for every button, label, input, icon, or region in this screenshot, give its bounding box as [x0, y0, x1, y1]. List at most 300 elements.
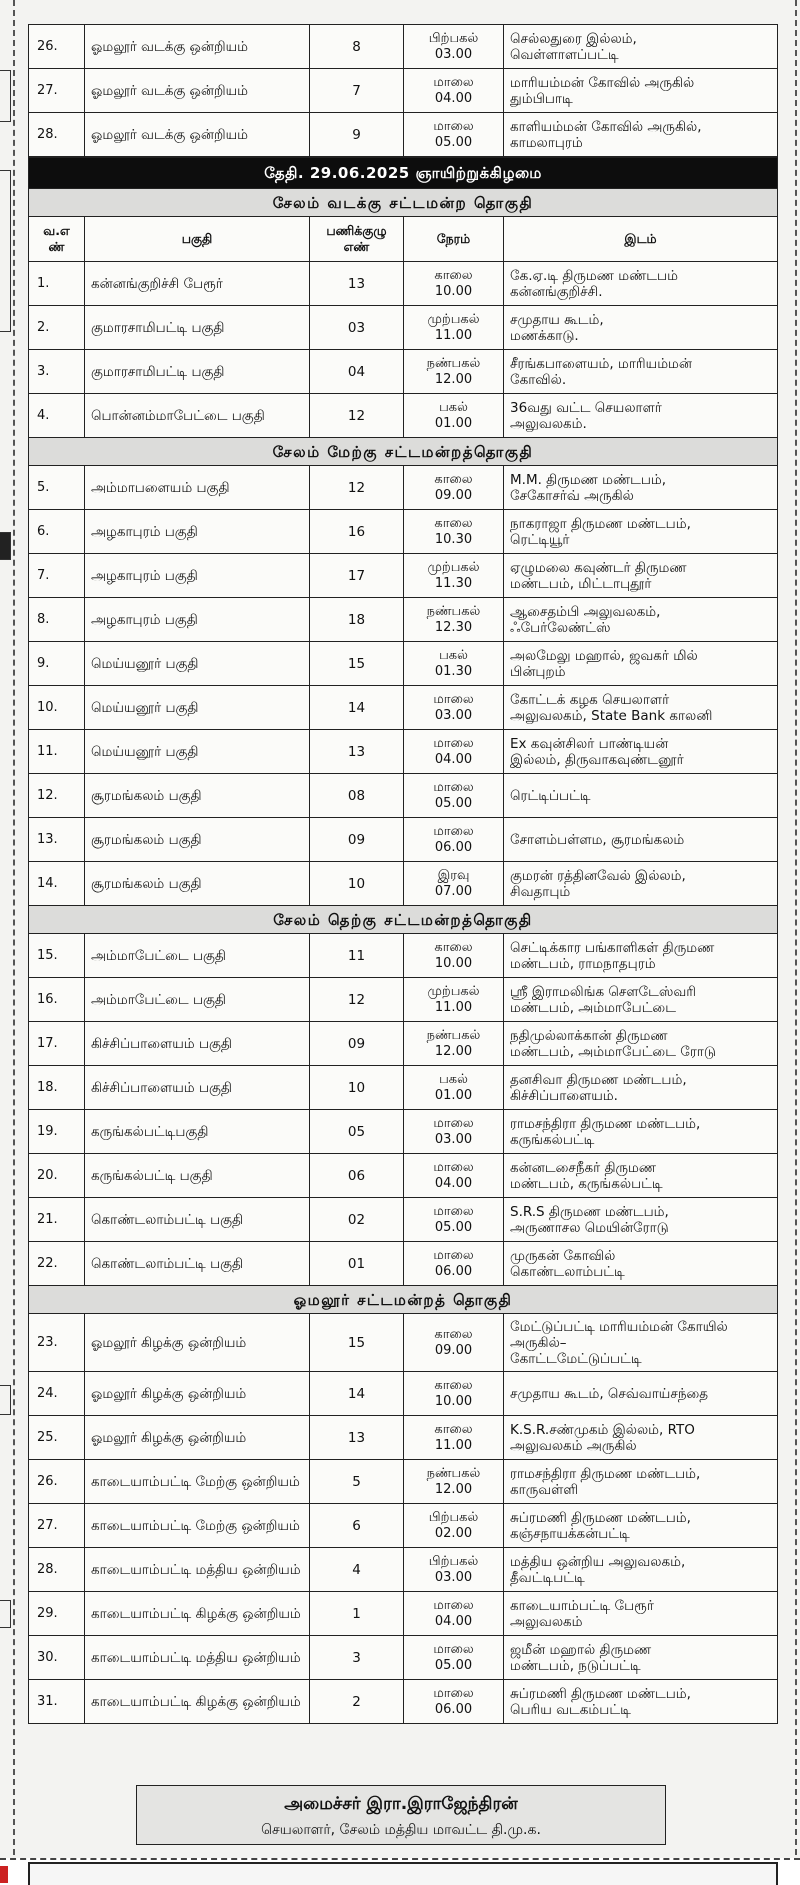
time-value: 12.30: [434, 619, 473, 635]
section-row: [29, 189, 778, 217]
time-period: மாலை: [433, 779, 474, 795]
venue-line-2: அலுவலகம் அருகில்: [510, 1437, 637, 1454]
table-row: [29, 510, 778, 554]
time-value: 01.00: [434, 415, 473, 431]
schedule-document: [28, 24, 777, 1724]
serial-number: 27.: [29, 1504, 85, 1548]
serial-number: 1.: [29, 262, 85, 306]
area-name: அழகாபுரம் பகுதி: [85, 598, 310, 642]
venue-line-1: சோளம்பள்ளம, சூரமங்கலம்: [510, 831, 685, 848]
venue-line-1: 36வது வட்ட செயலாளர்: [510, 399, 662, 416]
adjacent-column-fragment: [0, 532, 11, 560]
team-number: 17: [310, 554, 404, 598]
area-name: மெய்யனூர் பகுதி: [85, 686, 310, 730]
venue-line-2: அலுவலகம், State Bank காலனி: [510, 707, 713, 724]
table-row: [29, 934, 778, 978]
venue-cell: [504, 1548, 778, 1592]
time-value: 11.30: [434, 575, 473, 591]
serial-number: 28.: [29, 1548, 85, 1592]
venue-line-1: முருகன் கோவில்: [510, 1247, 616, 1264]
time-cell: [404, 730, 504, 774]
serial-number: 17.: [29, 1022, 85, 1066]
time-value: 04.00: [434, 90, 473, 106]
venue-cell: [504, 69, 778, 113]
table-row: [29, 69, 778, 113]
serial-number: 9.: [29, 642, 85, 686]
time-cell: [404, 1680, 504, 1724]
time-period: முற்பகல்: [427, 559, 480, 575]
time-period: பிற்பகல்: [428, 30, 479, 46]
serial-number: 24.: [29, 1372, 85, 1416]
time-cell: [404, 1154, 504, 1198]
serial-number: 30.: [29, 1636, 85, 1680]
team-number: 10: [310, 1066, 404, 1110]
venue-line-2: கொண்டலாம்பட்டி: [510, 1263, 625, 1280]
time-cell: [404, 350, 504, 394]
area-name: அம்மாபேட்டை பகுதி: [85, 934, 310, 978]
area-name: ஓமலூர் வடக்கு ஒன்றியம்: [85, 113, 310, 157]
area-name: அழகாபுரம் பகுதி: [85, 554, 310, 598]
table-row: [29, 1680, 778, 1724]
time-value: 04.00: [434, 1175, 473, 1191]
venue-cell: [504, 642, 778, 686]
time-cell: [404, 554, 504, 598]
venue-line-1: ஜமீன் மஹால் திருமண: [510, 1641, 652, 1658]
time-cell: [404, 686, 504, 730]
team-number: 18: [310, 598, 404, 642]
team-number: 15: [310, 1314, 404, 1372]
time-cell: [404, 862, 504, 906]
time-value: 11.00: [434, 1437, 473, 1453]
serial-number: 12.: [29, 774, 85, 818]
table-row: [29, 1592, 778, 1636]
venue-cell: [504, 730, 778, 774]
venue-cell: [504, 25, 778, 69]
venue-line-2: காருவள்ளி: [510, 1481, 579, 1498]
venue-line-1: குமரன் ரத்தினவேல் இல்லம்,: [510, 867, 686, 884]
column-divider-left: [13, 0, 15, 1855]
time-value: 05.00: [434, 1657, 473, 1673]
venue-cell: [504, 1636, 778, 1680]
time-cell: [404, 978, 504, 1022]
venue-line-1: நாகராஜா திருமண மண்டபம்,: [510, 515, 691, 532]
venue-line-2: கருங்கல்பட்டி: [510, 1131, 595, 1148]
time-period: காலை: [434, 1326, 473, 1342]
venue-line-2: சேகோசர்வ் அருகில்: [510, 487, 634, 504]
table-row: [29, 686, 778, 730]
venue-line-1: மாரியம்மன் கோவில் அருகில்: [510, 74, 695, 91]
time-value: 05.00: [434, 134, 473, 150]
serial-number: 4.: [29, 394, 85, 438]
area-name: ஓமலூர் வடக்கு ஒன்றியம்: [85, 25, 310, 69]
time-value: 02.00: [434, 1525, 473, 1541]
header-area: பகுதி: [85, 217, 310, 262]
team-number: 15: [310, 642, 404, 686]
venue-cell: [504, 598, 778, 642]
time-value: 04.00: [434, 1613, 473, 1629]
venue-cell: [504, 554, 778, 598]
venue-line-2: கிச்சிப்பாளையம்.: [510, 1087, 618, 1104]
venue-line-2: பெரிய வடகம்பட்டி: [510, 1701, 631, 1718]
table-row: [29, 1242, 778, 1286]
table-row: [29, 1548, 778, 1592]
adjacent-column-fragment: [0, 1385, 11, 1415]
venue-cell: [504, 1198, 778, 1242]
table-row: [29, 978, 778, 1022]
table-row: [29, 774, 778, 818]
venue-line-2: மண்டபம், அம்மாபேட்டை ரோடு: [510, 1043, 716, 1060]
table-row: [29, 394, 778, 438]
time-cell: [404, 1242, 504, 1286]
time-period: காலை: [434, 267, 473, 283]
table-row: [29, 1314, 778, 1372]
serial-number: 15.: [29, 934, 85, 978]
venue-line-2: மண்டபம், மிட்டாபுதூர்: [510, 575, 652, 592]
time-value: 05.00: [434, 1219, 473, 1235]
venue-line-2: மண்டபம், ராமநாதபுரம்: [510, 955, 656, 972]
venue-cell: [504, 350, 778, 394]
time-value: 01.30: [434, 663, 473, 679]
venue-line-1: மேட்டுப்பட்டி மாரியம்மன் கோயில் அருகில்–: [510, 1318, 728, 1351]
serial-number: 25.: [29, 1416, 85, 1460]
time-cell: [404, 934, 504, 978]
section-title: சேலம் தெற்கு சட்டமன்றத்தொகுதி: [29, 906, 778, 934]
time-value: 12.00: [434, 1481, 473, 1497]
date-banner-row: [29, 158, 778, 189]
serial-number: 18.: [29, 1066, 85, 1110]
serial-number: 20.: [29, 1154, 85, 1198]
section-title: சேலம் மேற்கு சட்டமன்றத்தொகுதி: [29, 438, 778, 466]
time-cell: [404, 466, 504, 510]
venue-cell: [504, 1110, 778, 1154]
team-number: 6: [310, 1504, 404, 1548]
area-name: ஓமலூர் கிழக்கு ஒன்றியம்: [85, 1314, 310, 1372]
venue-line-2: சிவதாபும்: [510, 883, 571, 900]
area-name: கருங்கல்பட்டி பகுதி: [85, 1154, 310, 1198]
serial-number: 7.: [29, 554, 85, 598]
venue-line-1: அலமேலு மஹால், ஜவகர் மில்: [510, 647, 698, 664]
time-period: மாலை: [433, 823, 474, 839]
venue-cell: [504, 1416, 778, 1460]
team-number: 14: [310, 1372, 404, 1416]
time-period: மாலை: [433, 1641, 474, 1657]
time-value: 12.00: [434, 1043, 473, 1059]
time-period: காலை: [434, 515, 473, 531]
time-cell: [404, 1504, 504, 1548]
team-number: 08: [310, 774, 404, 818]
team-number: 01: [310, 1242, 404, 1286]
team-number: 12: [310, 394, 404, 438]
table-row: [29, 554, 778, 598]
team-number: 5: [310, 1460, 404, 1504]
venue-line-2: தும்பிபாடி: [510, 90, 573, 107]
venue-line-1: சுப்ரமணி திருமண மண்டபம்,: [510, 1509, 691, 1526]
venue-line-2: கஞ்சநாயக்கன்பட்டி: [510, 1525, 630, 1542]
time-cell: [404, 510, 504, 554]
serial-number: 10.: [29, 686, 85, 730]
time-period: மாலை: [433, 74, 474, 90]
time-cell: [404, 113, 504, 157]
time-cell: [404, 642, 504, 686]
venue-line-1: சுப்ரமணி திருமண மண்டபம்,: [510, 1685, 691, 1702]
area-name: மெய்யனூர் பகுதி: [85, 730, 310, 774]
venue-line-2: ரெட்டியூர்: [510, 531, 570, 548]
time-cell: [404, 306, 504, 350]
venue-line-2: காமலாபுரம்: [510, 134, 583, 151]
area-name: பொன்னம்மாபேட்டை பகுதி: [85, 394, 310, 438]
team-number: 8: [310, 25, 404, 69]
venue-line-2: அலுவலகம்: [510, 1613, 583, 1630]
venue-line-1: Ex கவுன்சிலர் பாண்டியன்: [510, 735, 669, 752]
table-row: [29, 730, 778, 774]
serial-number: 2.: [29, 306, 85, 350]
time-period: மாலை: [433, 1247, 474, 1263]
time-value: 12.00: [434, 371, 473, 387]
venue-line-1: ராமசந்திரா திருமண மண்டபம்,: [510, 1465, 701, 1482]
venue-line-2: அலுவலகம்.: [510, 415, 587, 432]
venue-cell: [504, 774, 778, 818]
time-period: மாலை: [433, 1115, 474, 1131]
venue-line-1: K.S.R.சண்முகம் இல்லம், RTO: [510, 1421, 695, 1438]
time-value: 10.30: [434, 531, 473, 547]
venue-cell: [504, 978, 778, 1022]
venue-line-2: கோட்டமேட்டுப்பட்டி: [510, 1350, 642, 1367]
area-name: அழகாபுரம் பகுதி: [85, 510, 310, 554]
time-cell: [404, 394, 504, 438]
time-value: 07.00: [434, 883, 473, 899]
venue-line-2: மண்டபம், அம்மாபேட்டை: [510, 999, 676, 1016]
team-number: 09: [310, 1022, 404, 1066]
adjacent-column-fragment: [0, 1600, 11, 1628]
team-number: 7: [310, 69, 404, 113]
table-row: [29, 1154, 778, 1198]
time-cell: [404, 1548, 504, 1592]
venue-line-1: சமுதாய கூடம்,: [510, 311, 604, 328]
time-value: 03.00: [434, 1569, 473, 1585]
time-cell: [404, 818, 504, 862]
time-cell: [404, 1372, 504, 1416]
venue-cell: [504, 1372, 778, 1416]
venue-line-2: வெள்ளாளப்பட்டி: [510, 46, 619, 63]
time-value: 10.00: [434, 955, 473, 971]
time-cell: [404, 1066, 504, 1110]
serial-number: 16.: [29, 978, 85, 1022]
date-banner: தேதி. 29.06.2025 ஞாயிற்றுக்கிழமை: [29, 158, 778, 189]
venue-cell: [504, 934, 778, 978]
time-period: காலை: [434, 471, 473, 487]
time-period: முற்பகல்: [427, 311, 480, 327]
table-row: [29, 598, 778, 642]
table-row: [29, 306, 778, 350]
time-period: நண்பகல்: [426, 355, 481, 371]
venue-line-1: செல்லதுரை இல்லம்,: [510, 30, 637, 47]
venue-line-1: செட்டிக்கார பங்காளிகள் திருமண: [510, 939, 715, 956]
venue-cell: [504, 686, 778, 730]
time-cell: [404, 69, 504, 113]
venue-line-1: மத்திய ஒன்றிய அலுவலகம்,: [510, 1553, 686, 1570]
serial-number: 23.: [29, 1314, 85, 1372]
time-cell: [404, 25, 504, 69]
time-period: பகல்: [439, 399, 468, 415]
team-number: 16: [310, 510, 404, 554]
time-period: மாலை: [433, 1159, 474, 1175]
serial-number: 27.: [29, 69, 85, 113]
team-number: 10: [310, 862, 404, 906]
time-period: மாலை: [433, 1597, 474, 1613]
table-row: [29, 818, 778, 862]
venue-line-1: ஆசைதம்பி அலுவலகம்,: [510, 603, 661, 620]
column-divider-right: [795, 0, 797, 1855]
time-cell: [404, 774, 504, 818]
team-number: 02: [310, 1198, 404, 1242]
table-row: [29, 1460, 778, 1504]
table-row: [29, 1504, 778, 1548]
section-title: சேலம் வடக்கு சட்டமன்ற தொகுதி: [29, 189, 778, 217]
serial-number: 28.: [29, 113, 85, 157]
venue-cell: [504, 1504, 778, 1548]
signatory-designation: செயலாளர், சேலம் மத்திய மாவட்ட தி.மு.க.: [261, 1822, 541, 1838]
header-time: நேரம்: [404, 217, 504, 262]
venue-line-1: ராமசந்திரா திருமண மண்டபம்,: [510, 1115, 701, 1132]
area-name: கிச்சிப்பாளையம் பகுதி: [85, 1066, 310, 1110]
time-value: 06.00: [434, 1263, 473, 1279]
next-article-frame: [28, 1862, 778, 1885]
area-name: கொண்டலாம்பட்டி பகுதி: [85, 1242, 310, 1286]
area-name: காடையாம்பட்டி மத்திய ஒன்றியம்: [85, 1636, 310, 1680]
time-period: நண்பகல்: [426, 1027, 481, 1043]
time-cell: [404, 1022, 504, 1066]
area-name: அம்மாபளையம் பகுதி: [85, 466, 310, 510]
venue-line-1: S.R.S திருமண மண்டபம்,: [510, 1203, 669, 1220]
table-row: [29, 1636, 778, 1680]
table-row: [29, 262, 778, 306]
area-name: ஓமலூர் வடக்கு ஒன்றியம்: [85, 69, 310, 113]
area-name: காடையாம்பட்டி கிழக்கு ஒன்றியம்: [85, 1680, 310, 1724]
venue-line-1: ஸ்ரீ இராமலிங்க சௌடேஸ்வரி: [510, 983, 697, 1000]
header-team: பணிக்குழு எண்: [310, 217, 404, 262]
venue-line-2: பின்புறம்: [510, 663, 566, 680]
venue-cell: [504, 306, 778, 350]
header-place: இடம்: [504, 217, 778, 262]
time-value: 03.00: [434, 1131, 473, 1147]
table-row: [29, 862, 778, 906]
team-number: 11: [310, 934, 404, 978]
time-cell: [404, 1416, 504, 1460]
team-number: 14: [310, 686, 404, 730]
time-period: பகல்: [439, 1071, 468, 1087]
area-name: காடையாம்பட்டி மேற்கு ஒன்றியம்: [85, 1460, 310, 1504]
time-period: காலை: [434, 1421, 473, 1437]
area-name: காடையாம்பட்டி மேற்கு ஒன்றியம்: [85, 1504, 310, 1548]
time-value: 10.00: [434, 283, 473, 299]
table-row: [29, 113, 778, 157]
schedule-table: [28, 157, 778, 1724]
time-period: பிற்பகல்: [428, 1553, 479, 1569]
time-cell: [404, 1198, 504, 1242]
table-row: [29, 466, 778, 510]
serial-number: 26.: [29, 25, 85, 69]
section-row: [29, 438, 778, 466]
time-period: மாலை: [433, 691, 474, 707]
venue-line-2: தீவட்டிபட்டி: [510, 1569, 585, 1586]
venue-cell: [504, 1066, 778, 1110]
time-period: பிற்பகல்: [428, 1509, 479, 1525]
area-name: மெய்யனூர் பகுதி: [85, 642, 310, 686]
venue-line-2: மண்டபம், கருங்கல்பட்டி: [510, 1175, 663, 1192]
area-name: ஓமலூர் கிழக்கு ஒன்றியம்: [85, 1372, 310, 1416]
time-value: 10.00: [434, 1393, 473, 1409]
team-number: 03: [310, 306, 404, 350]
time-value: 09.00: [434, 487, 473, 503]
venue-line-1: காடையாம்பட்டி பேரூர்: [510, 1597, 654, 1614]
time-period: நண்பகல்: [426, 1465, 481, 1481]
team-number: 1: [310, 1592, 404, 1636]
team-number: 2: [310, 1680, 404, 1724]
table-row: [29, 25, 778, 69]
venue-line-1: காளியம்மன் கோவில் அருகில்,: [510, 118, 702, 135]
time-cell: [404, 1592, 504, 1636]
venue-line-2: ஃபேர்லேண்ட்ஸ்: [510, 619, 611, 636]
area-name: ஓமலூர் கிழக்கு ஒன்றியம்: [85, 1416, 310, 1460]
table-row: [29, 1198, 778, 1242]
time-value: 11.00: [434, 327, 473, 343]
time-cell: [404, 1314, 504, 1372]
team-number: 06: [310, 1154, 404, 1198]
area-name: கொண்டலாம்பட்டி பகுதி: [85, 1198, 310, 1242]
time-period: நண்பகல்: [426, 603, 481, 619]
team-number: 13: [310, 262, 404, 306]
section-row: [29, 906, 778, 934]
team-number: 12: [310, 978, 404, 1022]
venue-cell: [504, 466, 778, 510]
schedule-table-continued: [28, 24, 778, 157]
team-number: 3: [310, 1636, 404, 1680]
area-name: குமாரசாமிபட்டி பகுதி: [85, 350, 310, 394]
serial-number: 14.: [29, 862, 85, 906]
serial-number: 13.: [29, 818, 85, 862]
signature-box: [136, 1785, 666, 1845]
venue-cell: [504, 262, 778, 306]
time-value: 04.00: [434, 751, 473, 767]
table-row: [29, 642, 778, 686]
venue-line-1: கோட்டக் கழக செயலாளர்: [510, 691, 670, 708]
venue-line-1: ஏழுமலை கவுண்டர் திருமண: [510, 559, 687, 576]
area-name: காடையாம்பட்டி கிழக்கு ஒன்றியம்: [85, 1592, 310, 1636]
time-value: 01.00: [434, 1087, 473, 1103]
venue-cell: [504, 510, 778, 554]
time-period: முற்பகல்: [427, 983, 480, 999]
area-name: கருங்கல்பட்டிபகுதி: [85, 1110, 310, 1154]
venue-line-2: அருணாசல மெயின்ரோடு: [510, 1219, 669, 1236]
serial-number: 26.: [29, 1460, 85, 1504]
venue-cell: [504, 1022, 778, 1066]
team-number: 09: [310, 818, 404, 862]
time-period: மாலை: [433, 118, 474, 134]
time-value: 06.00: [434, 1701, 473, 1717]
venue-cell: [504, 1314, 778, 1372]
table-row: [29, 1372, 778, 1416]
serial-number: 11.: [29, 730, 85, 774]
time-period: மாலை: [433, 1685, 474, 1701]
time-value: 09.00: [434, 1342, 473, 1358]
time-cell: [404, 598, 504, 642]
header-serial: வ.எ ண்: [29, 217, 85, 262]
serial-number: 8.: [29, 598, 85, 642]
venue-cell: [504, 113, 778, 157]
venue-line-2: இல்லம், திருவாகவுண்டனூர்: [510, 751, 684, 768]
team-number: 13: [310, 1416, 404, 1460]
venue-cell: [504, 1154, 778, 1198]
